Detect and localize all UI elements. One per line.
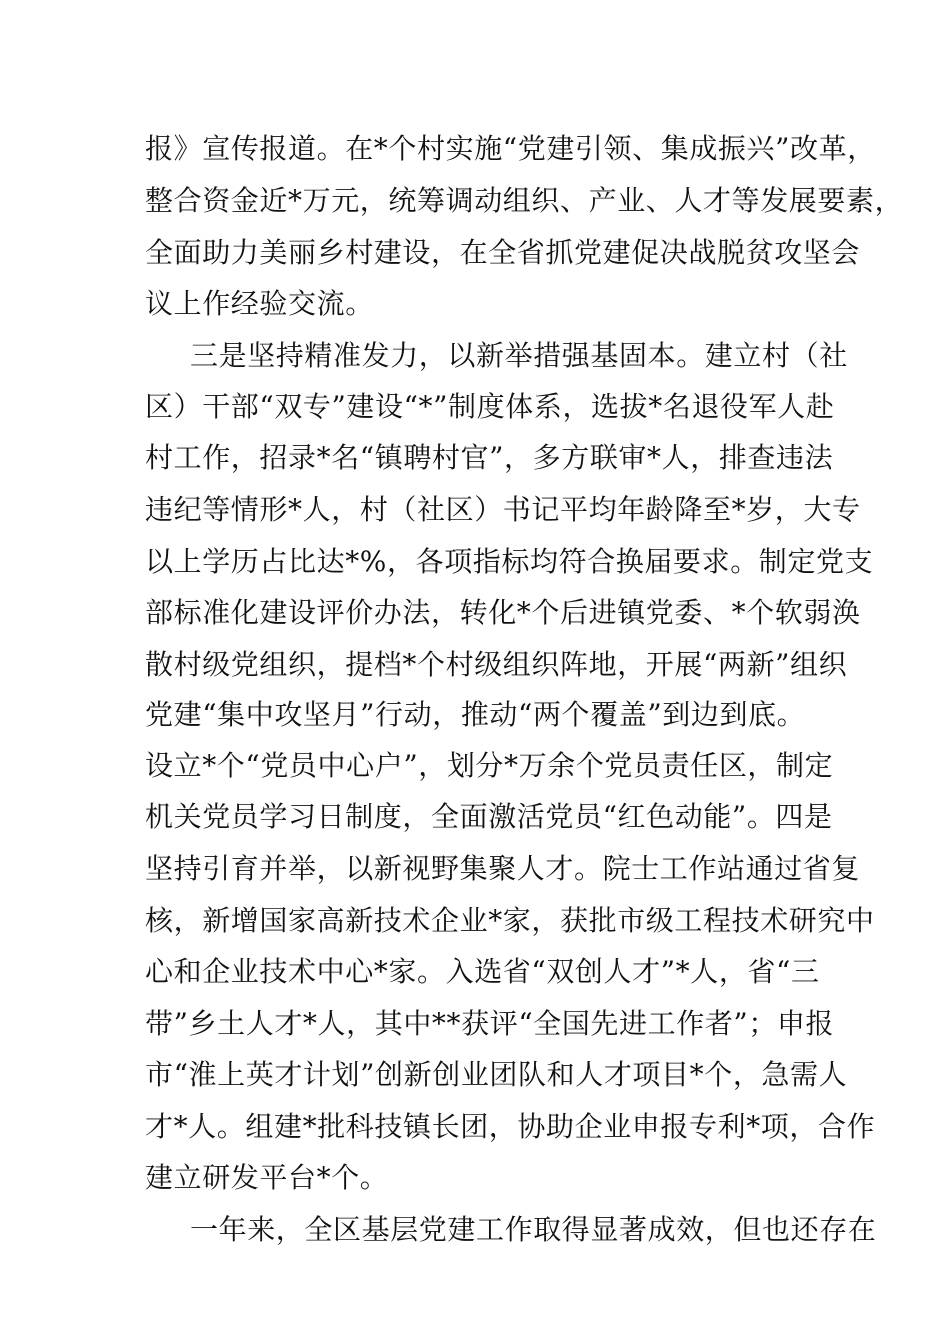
text-line: 整合资金近*万元，统筹调动组织、产业、人才等发展要素， <box>145 184 904 217</box>
text-line: 全面助力美丽乡村建设，在全省抓党建促决战脱贫攻坚会 <box>145 236 861 269</box>
text-line: 核，新增国家高新技术企业*家，获批市级工程技术研究中 <box>145 904 875 937</box>
text-line: 报》宣传报道。在*个村实施“党建引领、集成振兴”改革， <box>145 132 876 165</box>
text-line: 议上作经验交流。 <box>145 287 374 320</box>
text-line: 带”乡土人才*人，其中**获评“全国先进工作者”；申报 <box>145 1007 835 1040</box>
text-line: 坚持引育并举，以新视野集聚人才。院士工作站通过省复 <box>145 852 861 885</box>
text-line: 心和企业技术中心*家。入选省“双创人才”*人，省“三 <box>145 955 820 988</box>
text-line: 机关党员学习日制度，全面激活党员“红色动能”。四是 <box>145 800 833 833</box>
paragraph-start-line: 三是坚持精准发力，以新举措强基固本。建立村（社 <box>190 339 848 372</box>
text-line: 党建“集中攻坚月”行动，推动“两个覆盖”到边到底。 <box>145 698 806 731</box>
text-line: 市“淮上英才计划”创新创业团队和人才项目*个，急需人 <box>145 1058 848 1091</box>
text-line: 以上学历占比达*%，各项指标均符合换届要求。制定党支 <box>145 545 874 578</box>
text-line: 部标准化建设评价办法，转化*个后进镇党委、*个软弱涣 <box>145 596 861 629</box>
text-line: 违纪等情形*人，村（社区）书记平均年龄降至*岁，大专 <box>145 493 861 526</box>
text-line: 村工作，招录*名“镇聘村官”，多方联审*人，排查违法 <box>145 441 834 474</box>
text-line: 散村级党组织，提档*个村级组织阵地，开展“两新”组织 <box>145 648 848 681</box>
text-line: 设立*个“党员中心户”，划分*万余个党员责任区，制定 <box>145 749 834 782</box>
text-line: 建立研发平台*个。 <box>145 1161 389 1194</box>
paragraph-start-line: 一年来，全区基层党建工作取得显著成效，但也还存在 <box>190 1213 877 1246</box>
text-line: 才*人。组建*批科技镇长团，协助企业申报专利*项，合作 <box>145 1110 876 1143</box>
text-line: 区）干部“双专”建设“*”制度体系，选拔*名退役军人赴 <box>145 390 835 423</box>
